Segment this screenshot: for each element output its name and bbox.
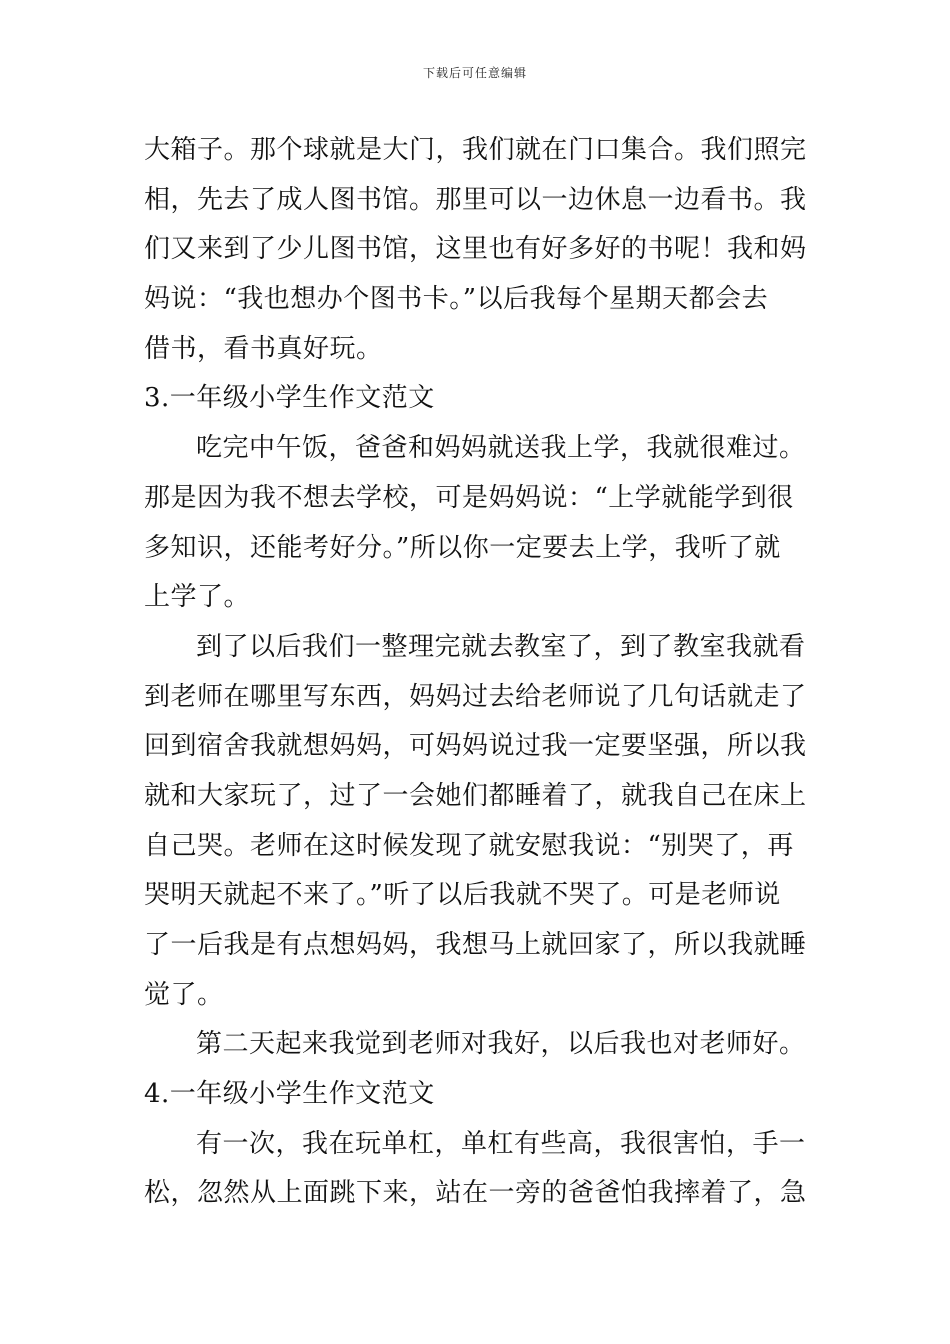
text-line: 上学了。 (144, 582, 251, 613)
section-heading: 4.一年级小学生作文范文 (144, 1079, 435, 1110)
text-line: 就和大家玩了，过了一会她们都睡着了，就我自己在床上 (144, 780, 807, 811)
text-line: 回到宿舍我就想妈妈，可妈妈说过我一定要坚强，所以我 (144, 731, 807, 762)
text-line: 了一后我是有点想妈妈，我想马上就回家了，所以我就睡 (144, 930, 807, 960)
section-heading: 3.一年级小学生作文范文 (144, 383, 435, 414)
text-line: 到老师在哪里写东西，妈妈过去给老师说了几句话就走了 (144, 681, 807, 712)
text-line: 们又来到了少儿图书馆，这里也有好多好的书呢！我和妈 (144, 234, 807, 265)
text-line: 自己哭。老师在这时候发现了就安慰我说：“别哭了，再 (144, 830, 794, 861)
text-line: 那是因为我不想去学校，可是妈妈说：“上学就能学到很 (144, 482, 794, 513)
document-body (144, 126, 814, 1219)
page-header: 下载后可任意编辑 (422, 66, 527, 80)
text-line: 有一次，我在玩单杠，单杠有些高，我很害怕，手一 (196, 1128, 806, 1159)
text-line: 相，先去了成人图书馆。那里可以一边休息一边看书。我 (144, 184, 807, 215)
text-line: 大箱子。那个球就是大门，我们就在门口集合。我们照完 (144, 135, 807, 165)
text-line: 觉了。 (144, 979, 224, 1010)
text-line: 妈说：“我也想办个图书卡。”以后我每个星期天都会去 (144, 284, 769, 315)
text-line: 吃完中午饭，爸爸和妈妈就送我上学，我就很难过。 (196, 433, 806, 464)
text-line: 松，忽然从上面跳下来，站在一旁的爸爸怕我摔着了，急 (144, 1178, 807, 1209)
text-line: 到了以后我们一整理完就去教室了，到了教室我就看 (196, 631, 806, 662)
text-line: 第二天起来我觉到老师对我好，以后我也对老师好。 (196, 1029, 806, 1060)
text-line: 哭明天就起不来了。”听了以后我就不哭了。可是老师说 (144, 880, 781, 911)
text-line: 多知识，还能考好分。”所以你一定要去上学，我听了就 (144, 532, 781, 563)
text-line: 借书，看书真好玩。 (144, 333, 383, 364)
